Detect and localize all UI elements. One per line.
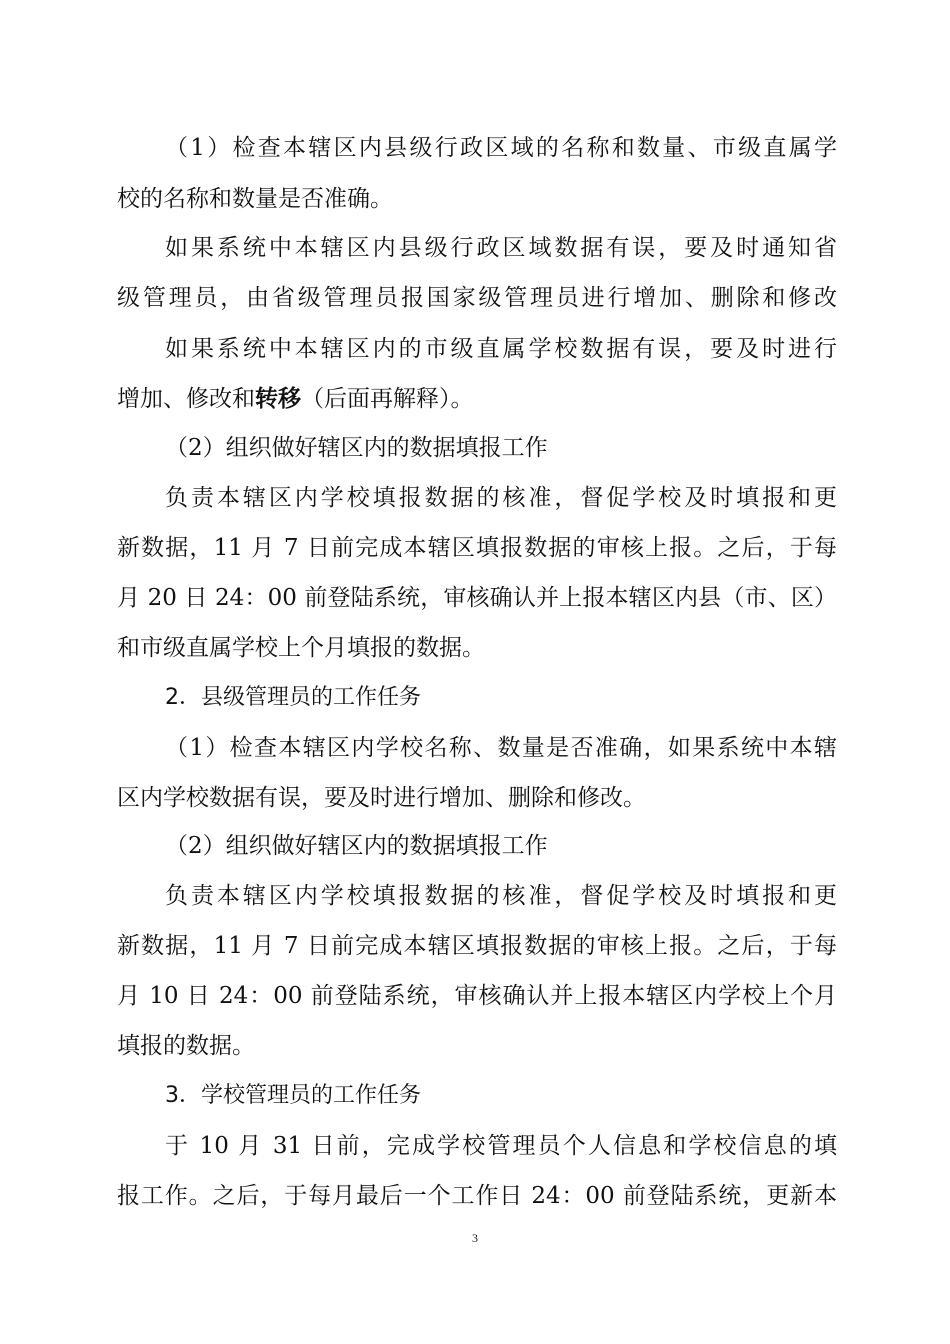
s1-school-line2 [117, 381, 837, 417]
s1-fill-line4: 和市级直属学校上个月填报的数据。 [117, 635, 485, 661]
s2-item1-line1: （1）检查本辖区内学校名称、数量是否准确，如果系统中本辖 [165, 735, 837, 761]
s3-heading: 3．学校管理员的工作任务 [165, 1083, 421, 1108]
s2-fill-line4: 填报的数据。 [117, 1033, 255, 1059]
s3-para-line1: 于 10 月 31 日前，完成学校管理员个人信息和学校信息的填 [165, 1133, 837, 1159]
s2-item2: （2）组织做好辖区内的数据填报工作 [165, 833, 548, 859]
s1-fill-line2: 新数据，11 月 7 日前完成本辖区填报数据的审核上报。之后，于每 [117, 535, 837, 561]
s2-heading: 2．县级管理员的工作任务 [165, 685, 421, 710]
s3-para-line2: 报工作。之后，于每月最后一个工作日 24：00 前登陆系统，更新本 [117, 1183, 837, 1209]
s1-school-line2-bold: 转移 [255, 386, 301, 412]
s1-school-line2-a: 增加、修改和 [117, 386, 255, 412]
s1-county-line1: 如果系统中本辖区内县级行政区域数据有误，要及时通知省 [165, 235, 837, 261]
s1-fill-line1: 负责本辖区内学校填报数据的核准，督促学校及时填报和更 [165, 485, 837, 511]
s1-county-line2: 级管理员，由省级管理员报国家级管理员进行增加、删除和修改 [117, 285, 837, 311]
s1-item1-line2: 校的名称和数量是否准确。 [117, 186, 393, 212]
s1-school-line2-b: （后面再解释）。 [301, 386, 474, 412]
s1-school-line1: 如果系统中本辖区内的市级直属学校数据有误，要及时进行 [165, 336, 837, 362]
s1-fill-line3: 月 20 日 24：00 前登陆系统，审核确认并上报本辖区内县（市、区） [117, 585, 837, 611]
s1-item2: （2）组织做好辖区内的数据填报工作 [165, 435, 548, 461]
s2-fill-line3: 月 10 日 24：00 前登陆系统，审核确认并上报本辖区内学校上个月 [117, 983, 837, 1009]
s2-fill-line2: 新数据，11 月 7 日前完成本辖区填报数据的审核上报。之后，于每 [117, 933, 837, 959]
s2-item1-line2: 区内学校数据有误，要及时进行增加、删除和修改。 [117, 785, 646, 811]
s2-fill-line1: 负责本辖区内学校填报数据的核准，督促学校及时填报和更 [165, 883, 837, 909]
s1-item1-line1: （1）检查本辖区内县级行政区域的名称和数量、市级直属学 [165, 135, 837, 161]
page-number: 3 [472, 1231, 478, 1245]
